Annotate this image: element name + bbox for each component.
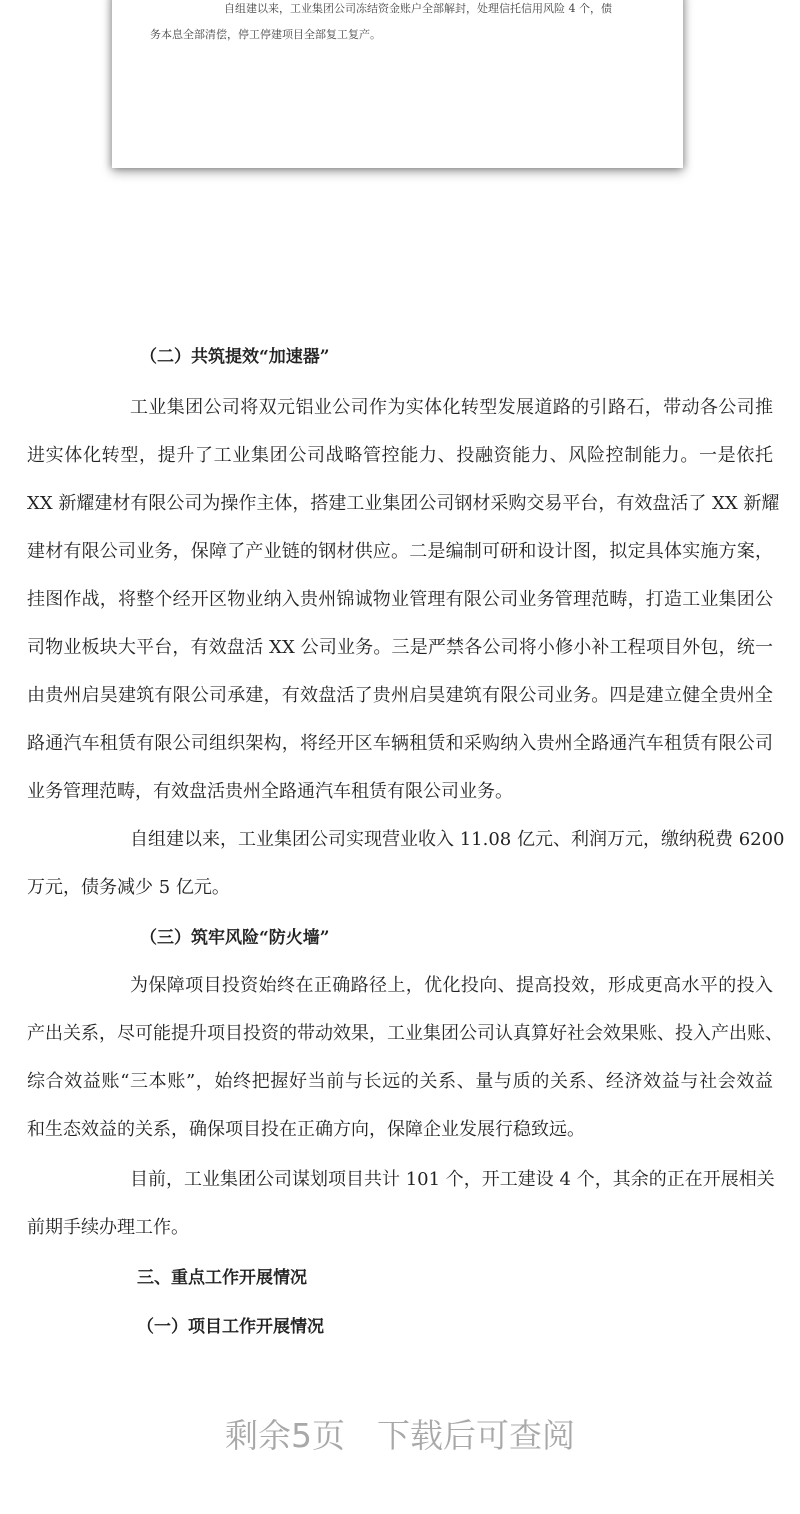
paragraph-line: 前期手续办理工作。: [27, 1217, 189, 1238]
section-heading: （三）筑牢风险“防火墙”: [140, 928, 330, 948]
paragraph-line: 由贵州启昊建筑有限公司承建，有效盘活了贵州启昊建筑有限公司业务。四是建立健全贵州全: [27, 685, 773, 706]
card-text-line: 务本息全部清偿，停工停建项目全部复工复产。: [150, 28, 381, 41]
paragraph-line: 产出关系，尽可能提升项目投资的带动效果，工业集团公司认真算好社会效果账、投入产出账、: [27, 1023, 783, 1044]
paragraph-line: 万元，债务减少 5 亿元。: [27, 877, 230, 898]
paragraph-line: 挂图作战，将整个经开区物业纳入贵州锦诚物业管理有限公司业务管理范畴，打造工业集团公: [27, 589, 773, 610]
card-text-line: 自组建以来，工业集团公司冻结资金账户全部解封，处理信托信用风险 4 个，债: [224, 2, 612, 15]
paragraph-line: 司物业板块大平台，有效盘活 XX 公司业务。三是严禁各公司将小修小补工程项目外包，统一: [27, 637, 773, 658]
paragraph-line: 和生态效益的关系，确保项目投在正确方向，保障企业发展行稳致远。: [27, 1119, 585, 1140]
paragraph-line: 路通汽车租赁有限公司组织架构，将经开区车辆租赁和采购纳入贵州全路通汽车租赁有限公司: [27, 733, 773, 754]
paragraph-line: XX 新耀建材有限公司为操作主体，搭建工业集团公司钢材采购交易平台，有效盘活了 XX 新耀: [27, 493, 780, 514]
paragraph-line: 工业集团公司将双元铝业公司作为实体化转型发展道路的引路石，带动各公司推: [130, 397, 773, 418]
paragraph-line: 进实体化转型，提升了工业集团公司战略管控能力、投融资能力、风险控制能力。一是依托: [27, 445, 773, 466]
paragraph-line: 综合效益账“三本账”，始终把握好当前与长远的关系、量与质的关系、经济效益与社会效益: [27, 1071, 773, 1092]
chapter-heading: 三、重点工作开展情况: [137, 1268, 307, 1288]
download-prompt[interactable]: [0, 1413, 800, 1459]
section-heading: （二）共筑提效“加速器”: [140, 347, 330, 367]
paragraph-line: 为保障项目投资始终在正确路径上，优化投向、提高投效，形成更高水平的投入: [130, 975, 773, 996]
paragraph-line: 自组建以来，工业集团公司实现营业收入 11.08 亿元、利润万元，缴纳税费 6200: [130, 829, 785, 850]
paragraph-line: 业务管理范畴，有效盘活贵州全路通汽车租赁有限公司业务。: [27, 781, 513, 802]
section-heading: （一）项目工作开展情况: [137, 1317, 324, 1337]
preview-page-card: [112, 0, 683, 168]
remaining-pages-label: 剩余5页: [225, 1416, 345, 1455]
download-to-read-label[interactable]: 下载后可查阅: [377, 1416, 575, 1455]
paragraph-line: 建材有限公司业务，保障了产业链的钢材供应。二是编制可研和设计图，拟定具体实施方案，: [27, 541, 773, 562]
paragraph-line: 目前，工业集团公司谋划项目共计 101 个，开工建设 4 个，其余的正在开展相关: [130, 1169, 775, 1190]
